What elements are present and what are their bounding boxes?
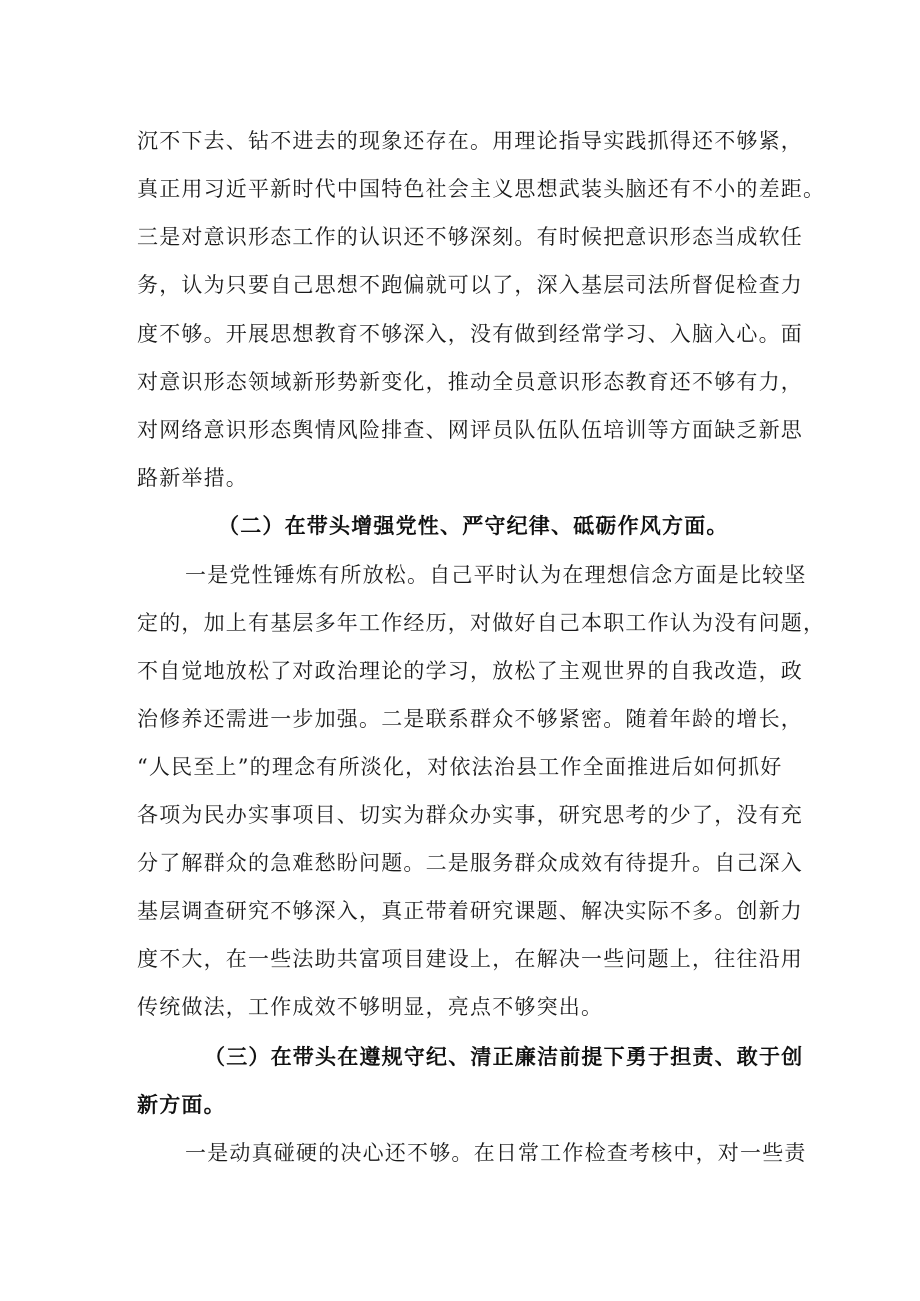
body-line: 不自觉地放松了对政治理论的学习，放松了主观世界的自我改造，政 (137, 659, 803, 683)
body-line: 度不够。开展思想教育不够深入，没有做到经常学习、入脑入心。面 (137, 322, 803, 346)
section-heading-3: （三）在带头在遵规守纪、清正廉洁前提下勇于担责、敢于创 (204, 1045, 804, 1069)
body-line: 沉不下去、钻不进去的现象还存在。用理论指导实践抓得还不够紧， (137, 129, 803, 153)
body-line: 三是对意识形态工作的认识还不够深刻。有时候把意识形态当成软任 (137, 225, 803, 249)
body-line: 对网络意识形态舆情风险排查、网评员队伍队伍培训等方面缺乏新思 (137, 418, 803, 442)
body-line: 各项为民办实事项目、切实为群众办实事，研究思考的少了，没有充 (137, 803, 803, 827)
body-line: 度不大，在一些法助共富项目建设上，在解决一些问题上，往往沿用 (137, 947, 803, 971)
body-line: 治修养还需进一步加强。二是联系群众不够紧密。随着年龄的增长， (137, 707, 803, 731)
paragraph-first-line: 一是动真碰硬的决心还不够。在日常工作检查考核中，对一些责 (185, 1141, 807, 1165)
body-line: 基层调查研究不够深入，真正带着研究课题、解决实际不多。创新力 (137, 899, 803, 923)
body-line: 真正用习近平新时代中国特色社会主义思想武装头脑还有不小的差距。 (137, 177, 826, 201)
body-line: 对意识形态领域新形势新变化，推动全员意识形态教育还不够有力， (137, 370, 803, 394)
section-heading-3-continued: 新方面。 (137, 1093, 226, 1117)
body-line: “人民至上”的理念有所淡化，对依法治县工作全面推进后如何抓好 (137, 755, 783, 779)
body-line: 分了解群众的急难愁盼问题。二是服务群众成效有待提升。自己深入 (137, 851, 803, 875)
section-heading-2: （二）在带头增强党性、严守纪律、砥砺作风方面。 (218, 514, 729, 538)
body-line: 传统做法，工作成效不够明显，亮点不够突出。 (137, 995, 604, 1019)
body-line: 定的，加上有基层多年工作经历，对做好自己本职工作认为没有问题， (137, 611, 826, 635)
paragraph-first-line: 一是党性锤炼有所放松。自己平时认为在理想信念方面是比较坚 (185, 563, 807, 587)
body-line: 务，认为只要自己思想不跑偏就可以了，深入基层司法所督促检查力 (137, 273, 803, 297)
body-line: 路新举措。 (137, 466, 248, 490)
